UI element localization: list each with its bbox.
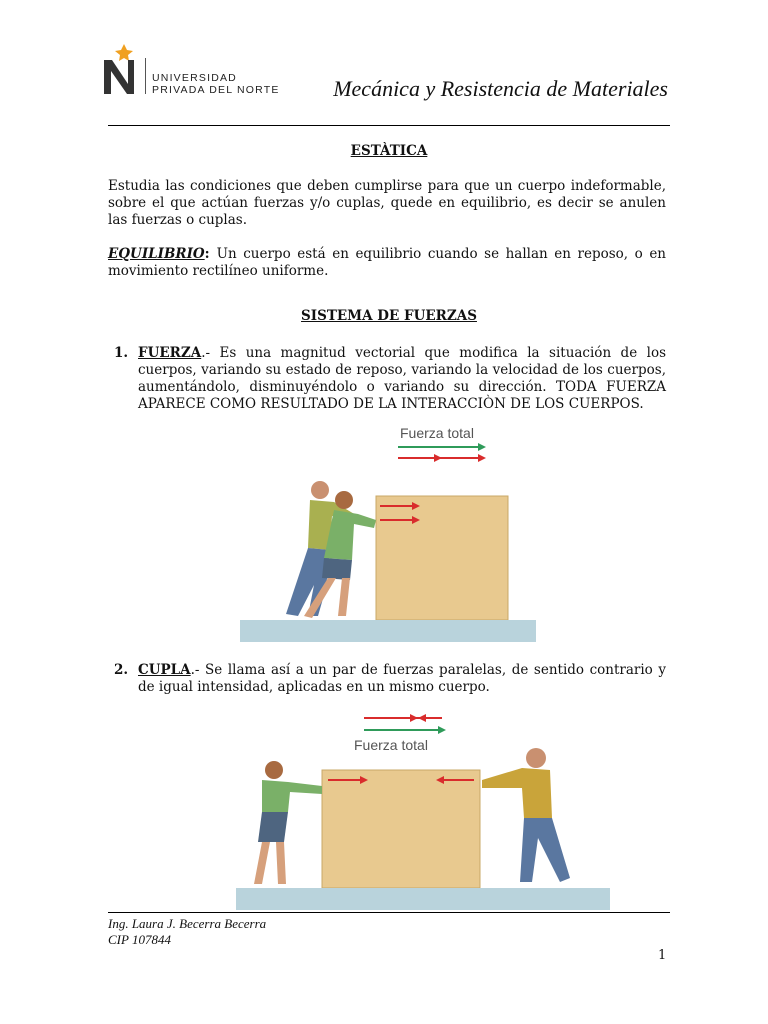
logo-line-1: UNIVERSIDAD [152,72,237,84]
fuerza-figure [238,420,538,645]
course-title: Mecánica y Resistencia de Materiales [333,76,668,101]
university-name [152,72,280,96]
fuerza-term: FUERZA [138,345,202,361]
total-force-arrows [398,443,486,462]
cupla-text: .- Se llama así a un par de fuerzas paralelas, de sentido contrario y de igual intensidad, aplicadas en un mismo cuerpo. [138,662,666,695]
floor-2 [236,888,610,910]
equilibrio-paragraph [108,246,666,280]
cupla-figure [232,708,614,912]
woman-pushing-icon-2 [254,761,322,884]
university-logo-icon [100,42,140,96]
floor [240,620,536,642]
footer-rule [108,912,670,913]
intro-paragraph: Estudia las condiciones que deben cumplirse para que un cuerpo indeformable, sobre el que actúan fuerzas y/o cuplas, quede en equilibrio, es decir se anulen las fuerzas o cuplas. [108,178,666,228]
equilibrio-term: EQUILIBRIO [108,246,205,262]
fuerza-total-label-2: Fuerza total [354,737,428,753]
equilibrio-text: Un cuerpo está en equilibrio cuando se hallan en reposo, o en movimiento rectilíneo uniforme. [108,246,667,279]
box-2 [322,770,480,888]
page-number: 1 [658,948,667,963]
item-number-2: 2. [114,662,129,678]
equilibrio-sep: : [204,246,217,262]
fuerza-total-label: Fuerza total [400,425,474,441]
page-title: ESTÀTICA [350,143,428,159]
footer-cip: CIP 107844 [108,932,171,947]
item-fuerza [138,345,666,413]
man-pushing-icon-2 [482,748,570,882]
box [376,496,508,620]
fuerza-text: .- Es una magnitud vectorial que modifica la situación de los cuerpos, variando su estado de reposo, variando la velocidad de los cuerpos, aumentándolo, disminuyéndolo o variando su dirección. TODA FUERZA APARECE COMO RESULTADO DE LA INTERACCIÒN DE LOS CUERPOS. [138,345,666,412]
cupla-term: CUPLA [138,662,191,678]
couple-arrows [364,714,446,734]
logo-line-2: PRIVADA DEL NORTE [152,84,280,96]
footer-author: Ing. Laura J. Becerra Becerra [108,916,267,931]
section-title: SISTEMA DE FUERZAS [301,308,477,324]
logo-divider [145,58,146,94]
item-number-1: 1. [114,345,129,361]
header-rule [108,125,670,126]
item-cupla [138,662,666,696]
